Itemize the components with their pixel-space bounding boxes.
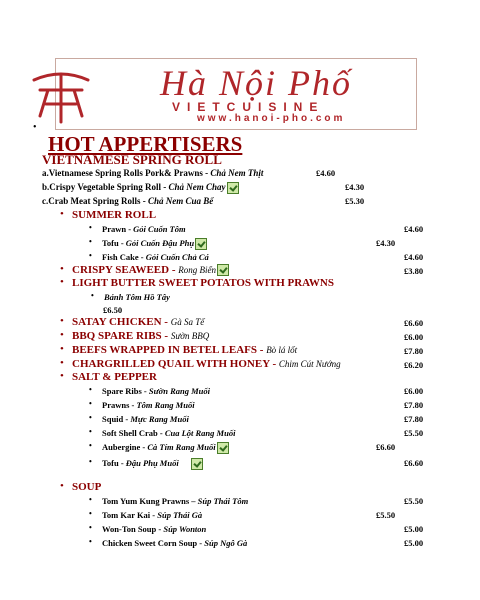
- summer-item-fishcake: • Fish Cake - Gỏi Cuốn Chả Cá: [89, 251, 209, 262]
- potatoes-price: £6.50: [103, 305, 123, 315]
- soup-item-wonton: • Won-Ton Soup - Súp Wonton: [89, 523, 207, 534]
- vegetarian-icon: [217, 442, 229, 454]
- vegetarian-icon: [191, 458, 203, 470]
- salt-item-prawns: • Prawns - Tôm Rang Muối: [89, 399, 195, 410]
- brand-name: Hà Nội Phố: [160, 63, 353, 103]
- spring-item-c: c.Crab Meat Spring Rolls - Chả Nem Cua Bể: [42, 196, 214, 206]
- potatoes-viet: • Bánh Tôm Hồ Tây: [91, 291, 170, 302]
- spring-roll-title: VIETNAMESE SPRING ROLL: [42, 152, 222, 167]
- vegetarian-icon: [195, 238, 207, 250]
- ribs-price: £6.00: [404, 332, 424, 342]
- brand-tagline: VIETCUISINE: [172, 100, 325, 114]
- spring-price-c: £5.30: [345, 196, 365, 206]
- bullet-potatoes: •: [60, 276, 64, 288]
- salt-item-aubergine: • Aubergine - Cà Tím Rang Muối: [102, 442, 229, 454]
- vegetarian-icon: [227, 182, 239, 194]
- spring-item-a: a.Vietnamese Spring Rolls Pork& Prawns - Chả Nem Thịt: [42, 168, 264, 178]
- bullet-seaweed: •: [60, 263, 64, 275]
- soup-price-sweetcorn: £5.00: [404, 538, 424, 548]
- salt-item-tofu: • Tofu - Đậu Phụ Muối: [102, 458, 203, 470]
- summer-item-prawn: • Prawn - Gỏi Cuốn Tôm: [89, 223, 186, 234]
- soup-title: SOUP: [72, 481, 102, 493]
- satay-price: £6.60: [404, 318, 424, 328]
- salt-price-ribs: £6.00: [404, 386, 424, 396]
- bullet-summer: •: [60, 208, 64, 220]
- salt-item-ribs: • Spare Ribs - Sườn Rang Muối: [89, 385, 210, 396]
- quail-title: CHARGRILLED QUAIL WITH HONEY - Chim Cút Nướng: [72, 358, 341, 370]
- potatoes-title: LIGHT BUTTER SWEET POTATOS WITH PRAWNS: [72, 277, 334, 289]
- section-heading: HOT APPERTISERS: [48, 132, 243, 156]
- bullet-beef: •: [60, 343, 64, 355]
- soup-item-sweetcorn: • Chicken Sweet Corn Soup - Súp Ngô Gà: [89, 537, 248, 548]
- soup-price-tomkar: £5.50: [376, 510, 396, 520]
- satay-title: SATAY CHICKEN - Gà Sa Tế: [72, 316, 205, 328]
- bullet-ribs: •: [60, 329, 64, 341]
- ribs-title: BBQ SPARE RIBS - Sườn BBQ: [72, 330, 210, 342]
- bullet-quail: •: [60, 357, 64, 369]
- spring-item-b: b.Crispy Vegetable Spring Roll - Chả Nem Chay: [42, 182, 239, 194]
- vegetarian-icon: [217, 264, 229, 276]
- salt-price-tofu: £6.60: [404, 458, 424, 468]
- soup-item-tomkar: • Tom Kar Kai - Súp Thái Gà: [89, 509, 203, 520]
- spring-price-a: £4.60: [316, 168, 336, 178]
- bullet-dot: •: [33, 122, 37, 133]
- summer-item-tofu: • Tofu - Gỏi Cuốn Đậu Phụ: [102, 238, 207, 250]
- spring-price-b: £4.30: [345, 182, 365, 192]
- soup-price-tomyum: £5.50: [404, 496, 424, 506]
- seaweed-title: CRISPY SEAWEED - Rong Biển: [72, 264, 229, 276]
- summer-roll-title: SUMMER ROLL: [72, 209, 157, 221]
- salt-price-prawns: £7.80: [404, 400, 424, 410]
- salt-item-squid: • Squid - Mực Rang Muối: [89, 413, 189, 424]
- soup-price-wonton: £5.00: [404, 524, 424, 534]
- summer-price-prawn: £4.60: [404, 224, 424, 234]
- salt-title: SALT & PEPPER: [72, 371, 157, 383]
- logo-symbol-icon: [26, 66, 96, 124]
- quail-price: £6.20: [404, 360, 424, 370]
- soup-item-tomyum: • Tom Yum Kung Prawns – Súp Thái Tôm: [89, 495, 249, 506]
- salt-item-crab: • Soft Shell Crab - Cua Lột Rang Muối: [89, 427, 236, 438]
- salt-price-crab: £5.50: [404, 428, 424, 438]
- seaweed-price: £3.80: [404, 266, 424, 276]
- salt-price-aubergine: £6.60: [376, 442, 396, 452]
- salt-price-squid: £7.80: [404, 414, 424, 424]
- summer-price-fishcake: £4.60: [404, 252, 424, 262]
- bullet-satay: •: [60, 315, 64, 327]
- bullet-soup: •: [60, 480, 64, 492]
- bullet-salt: •: [60, 370, 64, 382]
- brand-url: www.hanoi-pho.com: [197, 113, 346, 124]
- beef-title: BEEFS WRAPPED IN BETEL LEAFS - Bò lá lốt: [72, 344, 298, 356]
- beef-price: £7.80: [404, 346, 424, 356]
- summer-price-tofu: £4.30: [376, 238, 396, 248]
